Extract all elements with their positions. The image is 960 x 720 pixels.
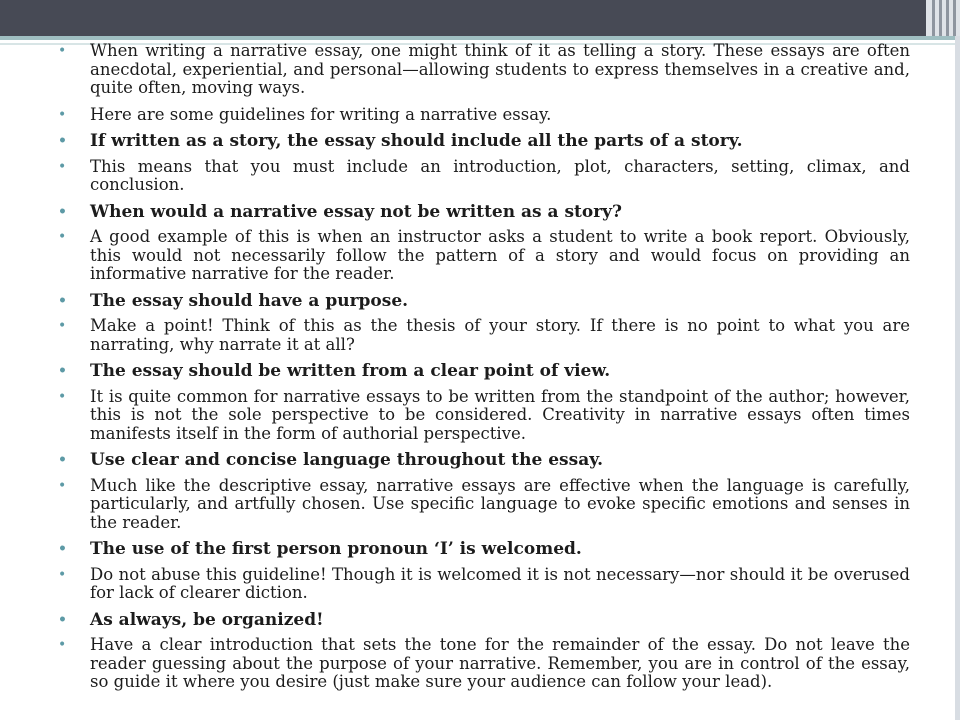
- bullet-icon: •: [58, 133, 67, 149]
- bullet-icon: •: [58, 106, 67, 123]
- bullet-text: When would a narrative essay not be written as a story?: [90, 201, 623, 222]
- bullet-icon: •: [58, 477, 67, 494]
- bullet-text: Here are some guidelines for writing a narrative essay.: [90, 104, 552, 124]
- bullet-text: This means that you must include an introduction, plot, characters, setting, climax, and conclusion.: [90, 156, 910, 194]
- bullet-heading: [58, 203, 910, 222]
- bullet-icon: •: [58, 452, 67, 468]
- bullet-icon: •: [58, 363, 67, 379]
- bullet-text: Much like the descriptive essay, narrative essays are effective when the language is carefully, particularly, and artfully chosen. Use specific language to evoke specific emotions and senses in the reader.: [90, 475, 910, 532]
- bullet-item: [58, 388, 910, 444]
- bullet-icon: •: [58, 158, 67, 175]
- bullet-text: When writing a narrative essay, one might think of it as telling a story. These essays are often anecdotal, experiential, and personal—allowing students to express themselves in a creative and, quite often, moving ways.: [90, 41, 910, 97]
- bullet-icon: •: [58, 292, 67, 309]
- bullet-icon: •: [58, 229, 67, 245]
- bullet-icon: •: [58, 388, 67, 405]
- bullet-item: [58, 317, 910, 354]
- bullet-text: Make a point! Think of this as the thesis of your story. If there is no point to what you are narrating, why narrate it at all?: [90, 316, 910, 354]
- bullet-heading: [58, 292, 910, 311]
- bullet-item: [58, 158, 910, 195]
- bullet-text: The use of the first person pronoun ‘I’ is welcomed.: [90, 539, 582, 559]
- bullet-icon: •: [58, 43, 67, 59]
- bullet-heading: [58, 611, 910, 630]
- bullet-text: Do not abuse this guideline! Though it is welcomed it is not necessary—nor should it be overused for lack of clearer diction.: [90, 564, 910, 602]
- corner-decoration: [926, 0, 960, 36]
- bullet-item: [58, 106, 910, 125]
- bullet-item: [58, 636, 910, 692]
- bullet-text: Have a clear introduction that sets the tone for the remainder of the essay. Do not leave the reader guessing about the purpose of your narrative. Remember, you are in control of the essay, so guide it where you desire (just make sure your audience can follow your lead).: [90, 635, 910, 691]
- bullet-item: [58, 42, 910, 98]
- bullet-list: [58, 42, 910, 700]
- bullet-heading: [58, 540, 910, 559]
- bullet-icon: •: [58, 637, 67, 653]
- bullet-text: The essay should be written from a clear point of view.: [90, 361, 611, 381]
- bullet-text: If written as a story, the essay should include all the parts of a story.: [90, 131, 743, 151]
- bullet-icon: •: [58, 541, 67, 557]
- bullet-item: [58, 228, 910, 284]
- bullet-heading: [58, 451, 910, 470]
- bullet-icon: •: [58, 318, 67, 334]
- bullet-item: [58, 477, 910, 533]
- bullet-item: [58, 566, 910, 603]
- bullet-icon: •: [58, 611, 67, 628]
- bullet-text: The essay should have a purpose.: [90, 290, 409, 311]
- bullet-icon: •: [58, 566, 67, 583]
- bullet-icon: •: [58, 203, 67, 220]
- bullet-text: A good example of this is when an instructor asks a student to write a book report. Obviously, this would not necessarily follow the pattern of a story and would focus on providing an informative narrative for the reader.: [90, 227, 910, 283]
- right-edge-strip: [955, 36, 960, 720]
- bullet-text: As always, be organized!: [90, 609, 324, 630]
- slide-header-band: [0, 0, 960, 36]
- bullet-text: Use clear and concise language throughout the essay.: [90, 450, 604, 470]
- bullet-heading: [58, 362, 910, 381]
- bullet-text: It is quite common for narrative essays to be written from the standpoint of the author; however, this is not the sole perspective to be considered. Creativity in narrative essays often times manifests itself in the form of authorial perspective.: [90, 386, 910, 443]
- bullet-heading: [58, 132, 910, 151]
